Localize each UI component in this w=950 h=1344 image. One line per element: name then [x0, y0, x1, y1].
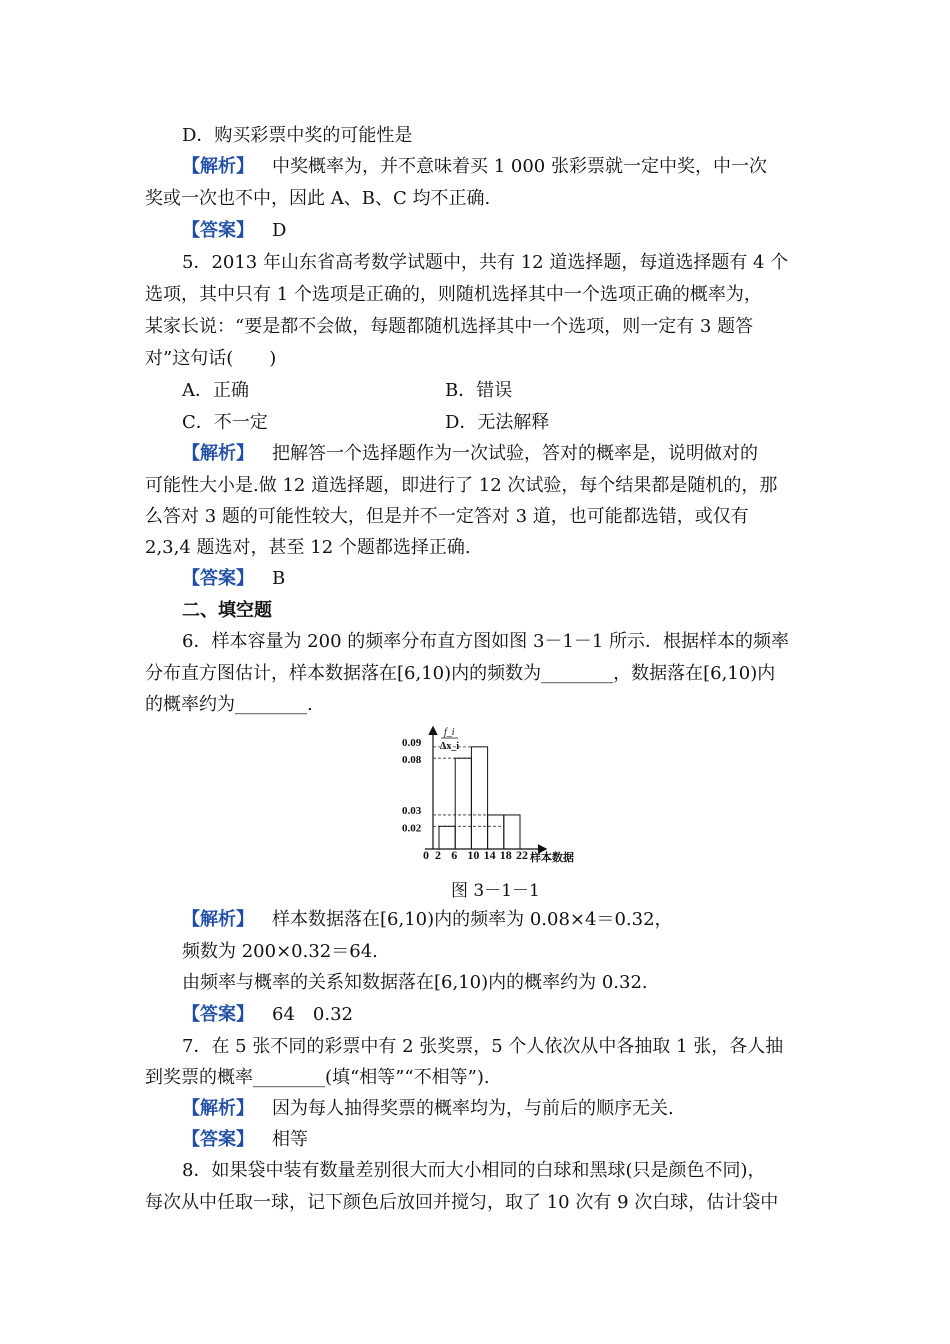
answer-tag: 【答案】: [182, 220, 254, 241]
answer-tag: 【答案】: [182, 568, 254, 589]
q4-analysis-line-2: 奖或一次也不中，因此 A、B、C 均不正确.: [145, 188, 491, 209]
answer-value: 64 0.32: [272, 1004, 353, 1025]
y-label-numerator: f_i: [444, 727, 455, 738]
q6-answer: [182, 1000, 353, 1030]
q5-option-b: B．错误: [445, 380, 513, 401]
analysis-text: 把解答一个选择题作为一次试验，答对的概率是，说明做对的: [272, 443, 758, 464]
q6-analysis-line-1: [182, 905, 673, 935]
q7-stem-2: 到奖票的概率________(填“相等”“不相等”).: [145, 1067, 490, 1088]
q4-answer: [182, 216, 286, 246]
analysis-tag: 【解析】: [182, 443, 254, 464]
q5-option-a: A．正确: [182, 380, 249, 401]
origin-label: 0: [423, 848, 429, 862]
q8-stem-2: 每次从中任取一球，记下颜色后放回并搅匀，取了 10 次有 9 次白球，估计袋中: [145, 1192, 779, 1213]
x-tick-label: 2: [435, 848, 441, 862]
q6-stem-1: 6．样本容量为 200 的频率分布直方图如图 3－1－1 所示．根据样本的频率: [182, 631, 790, 652]
y-label-denominator: Δx_i: [440, 741, 460, 752]
analysis-tag: 【解析】: [182, 156, 254, 177]
histogram-bar: [471, 747, 487, 849]
q6-stem-2: 分布直方图估计，样本数据落在[6,10)内的频数为________，数据落在[6,10)内: [145, 663, 776, 684]
q5-option-d: D．无法解释: [445, 412, 550, 433]
answer-tag: 【答案】: [182, 1004, 254, 1025]
q4-analysis-line-1: [182, 152, 767, 182]
q8-stem-1: 8．如果袋中装有数量差别很大而大小相同的白球和黑球(只是颜色不同)，: [182, 1160, 766, 1181]
histogram-bar: [455, 758, 471, 849]
q5-analysis-line-4: 2,3,4 题选对，甚至 12 个题都选择正确.: [145, 537, 471, 558]
x-tick-label: 6: [451, 848, 458, 862]
y-tick-label: 0.08: [402, 754, 422, 767]
y-tick-label: 0.09: [402, 736, 422, 749]
x-tick-label: 18: [499, 848, 512, 862]
answer-value: 相等: [272, 1129, 308, 1150]
answer-tag: 【答案】: [182, 1129, 254, 1150]
analysis-text: 中奖概率为，并不意味着买 1 000 张彩票就一定中奖，中一次: [272, 156, 767, 177]
q5-stem-2: 选项，其中只有 1 个选项是正确的，则随机选择其中一个选项正确的概率为，: [145, 284, 762, 305]
y-tick-label: 0.02: [402, 822, 422, 835]
q5-options-row-1: [182, 376, 513, 406]
x-tick-label: 14: [483, 848, 496, 862]
q7-stem-1: 7．在 5 张不同的彩票中有 2 张奖票，5 个人依次从中各抽取 1 张，各人抽: [182, 1036, 784, 1057]
section-title: 二、填空题: [182, 600, 272, 621]
analysis-tag: 【解析】: [182, 1098, 254, 1119]
q6-analysis-line-2: 频数为 200×0.32＝64.: [182, 941, 378, 962]
q5-options-row-2: [182, 408, 550, 438]
x-axis-label: 样本数据: [530, 852, 574, 864]
q6-stem-3: 的概率约为________.: [145, 694, 313, 715]
analysis-tag: 【解析】: [182, 909, 254, 930]
q5-analysis-line-3: 么答对 3 题的可能性较大，但是并不一定答对 3 道，也可能都选错，或仅有: [145, 506, 749, 527]
answer-value: B: [272, 568, 286, 589]
x-tick-label: 10: [467, 848, 480, 862]
q5-option-c: C．不一定: [182, 412, 268, 433]
q5-stem-3: 某家长说：“要是都不会做，每题都随机选择其中一个选项，则一定有 3 题答: [145, 316, 754, 337]
analysis-text: 样本数据落在[6,10)内的频率为 0.08×4＝0.32，: [272, 909, 673, 930]
histogram-bar: [488, 815, 504, 849]
frequency-histogram: [400, 722, 600, 868]
analysis-text: 因为每人抽得奖票的概率均为，与前后的顺序无关.: [272, 1098, 674, 1119]
figure-caption: 图 3－1－1: [451, 881, 540, 901]
q5-stem-4: 对”这句话( ): [145, 348, 277, 369]
y-tick-label: 0.03: [402, 804, 422, 817]
q7-answer: [182, 1125, 308, 1155]
q5-analysis-line-1: [182, 439, 758, 469]
q5-analysis-line-2: 可能性大小是.做 12 道选择题，即进行了 12 次试验，每个结果都是随机的，那: [145, 475, 778, 496]
answer-value: D: [272, 220, 287, 241]
q6-analysis-line-3: 由频率与概率的关系知数据落在[6,10)内的概率约为 0.32.: [182, 972, 648, 993]
histogram-bar: [504, 815, 520, 849]
x-tick-label: 22: [516, 848, 528, 862]
q5-answer: [182, 564, 285, 594]
histogram-bar: [439, 826, 455, 849]
q4-option-d: D．购买彩票中奖的可能性是: [182, 125, 413, 146]
q7-analysis: [182, 1094, 674, 1124]
q5-stem-1: 5．2013 年山东省高考数学试题中，共有 12 道选择题，每道选择题有 4 个: [182, 252, 789, 273]
